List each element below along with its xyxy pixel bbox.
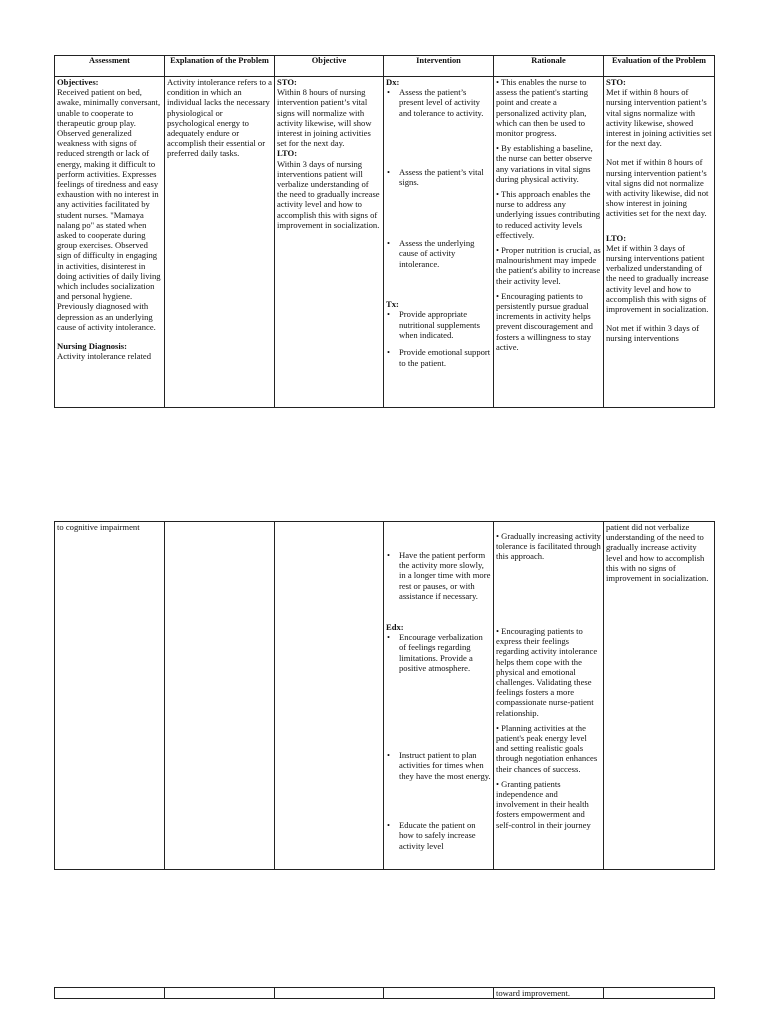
assessment-cell — [55, 988, 165, 999]
eval-lto-label: LTO: — [606, 232, 627, 243]
intervention-cell — [384, 77, 494, 408]
objective-cell — [275, 77, 384, 408]
evaluation-cell — [604, 988, 715, 999]
list-item: • Instruct patient to plan activities for times when they have the most energy. — [399, 750, 491, 820]
rationale-cell — [494, 77, 604, 408]
intervention-cell — [384, 522, 494, 870]
objective-cell — [275, 522, 384, 870]
header-rationale: Rationale — [494, 56, 604, 77]
edx-list — [386, 632, 491, 851]
rationale-continued-text: toward improvement. — [496, 988, 570, 998]
care-plan-table-page-1 — [54, 55, 715, 408]
eval-sto-label: STO: — [606, 77, 626, 87]
evaluation-cell — [604, 522, 715, 870]
explanation-cell — [165, 522, 275, 870]
list-item: • Provide appropriate nutritional supplements when indicated. — [399, 309, 491, 347]
list-item: • Assess the underlying cause of activity intolerance. — [399, 238, 491, 299]
dx-list — [386, 87, 491, 299]
lto-text: Within 3 days of nursing interventions patient will verbalize understanding of the need to gradually increase activity level and how to accomplish this with signs of improvement in socialization. — [277, 158, 380, 230]
header-assessment: Assessment — [55, 56, 165, 77]
explanation-cell — [165, 988, 275, 999]
rationale-item: • This enables the nurse to assess the patient's starting point and create a personalized activity plan, which can then be used to monitor progress. — [496, 77, 589, 139]
lto-label: LTO: — [277, 148, 298, 159]
rationale-cell — [494, 522, 604, 870]
rationale-item: • This approach enables the nurse to address any underlying issues contributing to reduced activity levels effectively. — [496, 189, 601, 240]
assessment-cell — [55, 522, 165, 870]
tx-label: Tx: — [386, 299, 399, 310]
content-row — [55, 77, 715, 408]
assessment-cell — [55, 77, 165, 408]
rationale-item: • Gradually increasing activity tolerance is facilitated through this approach. — [496, 531, 601, 562]
eval-lto-not-met: Not met if within 3 days of nursing interventions — [606, 323, 700, 344]
nursing-diagnosis-text: Activity intolerance related — [57, 351, 152, 362]
sto-label: STO: — [277, 77, 297, 87]
explanation-cell — [165, 77, 275, 408]
rationale-item: • Granting patients independence and involvement in their health fosters empowerment and self-control in their journey — [496, 778, 591, 830]
rationale-item: • Encouraging patients to persistently pursue gradual increments in activity helps prevent discouragement and fosters a willingness to stay active. — [496, 290, 593, 352]
eval-sto-not-met: Not met if within 8 hours of nursing intervention patient’s vital signs did not normalize with activity likewise, did not show interest in joining activities set for the next day. — [606, 157, 709, 219]
tx-list — [386, 309, 491, 367]
list-item: • Assess the patient’s vital signs. — [399, 167, 491, 238]
list-item: • Have the patient perform the activity more slowly, in a longer time with more rest or pauses, or with assistance if necessary. — [399, 550, 491, 622]
objectives-text: Received patient on bed, awake, minimally conversant, unable to cooperate to therapeutic group play. Observed generalized weakness with signs of reduced strength or lack of energy, making it difficult to perform activities. Expresses feelings of tiredness and easy exhaustion with no interest in any activities facilitated by student nurses. "Mamaya nalang po" as stated when asked to cooperate during group exercises. Observed sign of difficulty in engaging in activities, disinterest in doing activities of daily living which includes socialization and personal hygiene. Previously diagnosed with depression as an underlying cause of activity intolerance. — [57, 87, 161, 332]
list-item: • Educate the patient on how to safely increase activity level — [399, 820, 491, 851]
sto-text: Within 8 hours of nursing intervention patient’s vital signs will normalize with activity likewise, will show interest in joining activities set for the next day. — [277, 87, 372, 149]
evaluation-cell — [604, 77, 715, 408]
intervention-cell — [384, 988, 494, 999]
eval-sto-met: Met if within 8 hours of nursing intervention patient’s vital signs normalize with activity likewise, showed interest in joining activities set for the next day. — [606, 87, 712, 149]
rationale-cell — [494, 988, 604, 999]
objectives-label: Objectives: — [57, 77, 99, 87]
care-plan-table-page-2 — [54, 521, 715, 870]
header-row — [55, 56, 715, 77]
rationale-item: • Encouraging patients to express their feelings regarding activity intolerance helps them cope with the physical and emotional challenges. Validating these feelings fosters a more compassionate nurse-patient relationship. — [496, 626, 598, 718]
header-evaluation: Evaluation of the Problem — [604, 56, 715, 77]
list-item: • Provide emotional support to the patient. — [399, 347, 491, 367]
objective-cell — [275, 988, 384, 999]
nursing-diagnosis-label: Nursing Diagnosis: — [57, 341, 127, 352]
assessment-continued-text: to cognitive impairment — [57, 522, 140, 532]
rationale-item: • Proper nutrition is crucial, as malnourishment may impede the patient's ability to increase their activity level. — [496, 245, 601, 286]
content-row — [55, 522, 715, 870]
care-plan-table-page-3 — [54, 987, 715, 999]
header-explanation: Explanation of the Problem — [165, 56, 275, 77]
eval-lto-met: Met if within 3 days of nursing interventions patient verbalized understanding of the need to gradually increase activity level and how to accomplish this with signs of improvement in socialization. — [606, 242, 709, 315]
header-intervention: Intervention — [384, 56, 494, 77]
list-item: • Encourage verbalization of feelings regarding limitations. Provide a positive atmosphere. — [399, 632, 491, 750]
tx-continued-list — [386, 550, 491, 622]
edx-label: Edx: — [386, 622, 404, 632]
header-objective: Objective — [275, 56, 384, 77]
content-row — [55, 988, 715, 999]
dx-label: Dx: — [386, 77, 400, 87]
evaluation-continued-text: patient did not verbalize understanding of the need to gradually increase activity level and how to accomplish this with no signs of improvement in socialization. — [606, 522, 709, 584]
rationale-item: • By establishing a baseline, the nurse can better observe any variations in vital signs during physical activity. — [496, 143, 593, 184]
list-item: • Assess the patient’s present level of activity and tolerance to activity. — [399, 87, 491, 167]
explanation-text: Activity intolerance refers to a condition in which an individual lacks the necessary physiological or psychological energy to adequately endure or accomplish their essential or preferred daily tasks. — [167, 77, 272, 159]
rationale-item: • Planning activities at the patient's peak energy level and setting realistic goals through negotiation enhances their chances of success. — [496, 722, 598, 774]
